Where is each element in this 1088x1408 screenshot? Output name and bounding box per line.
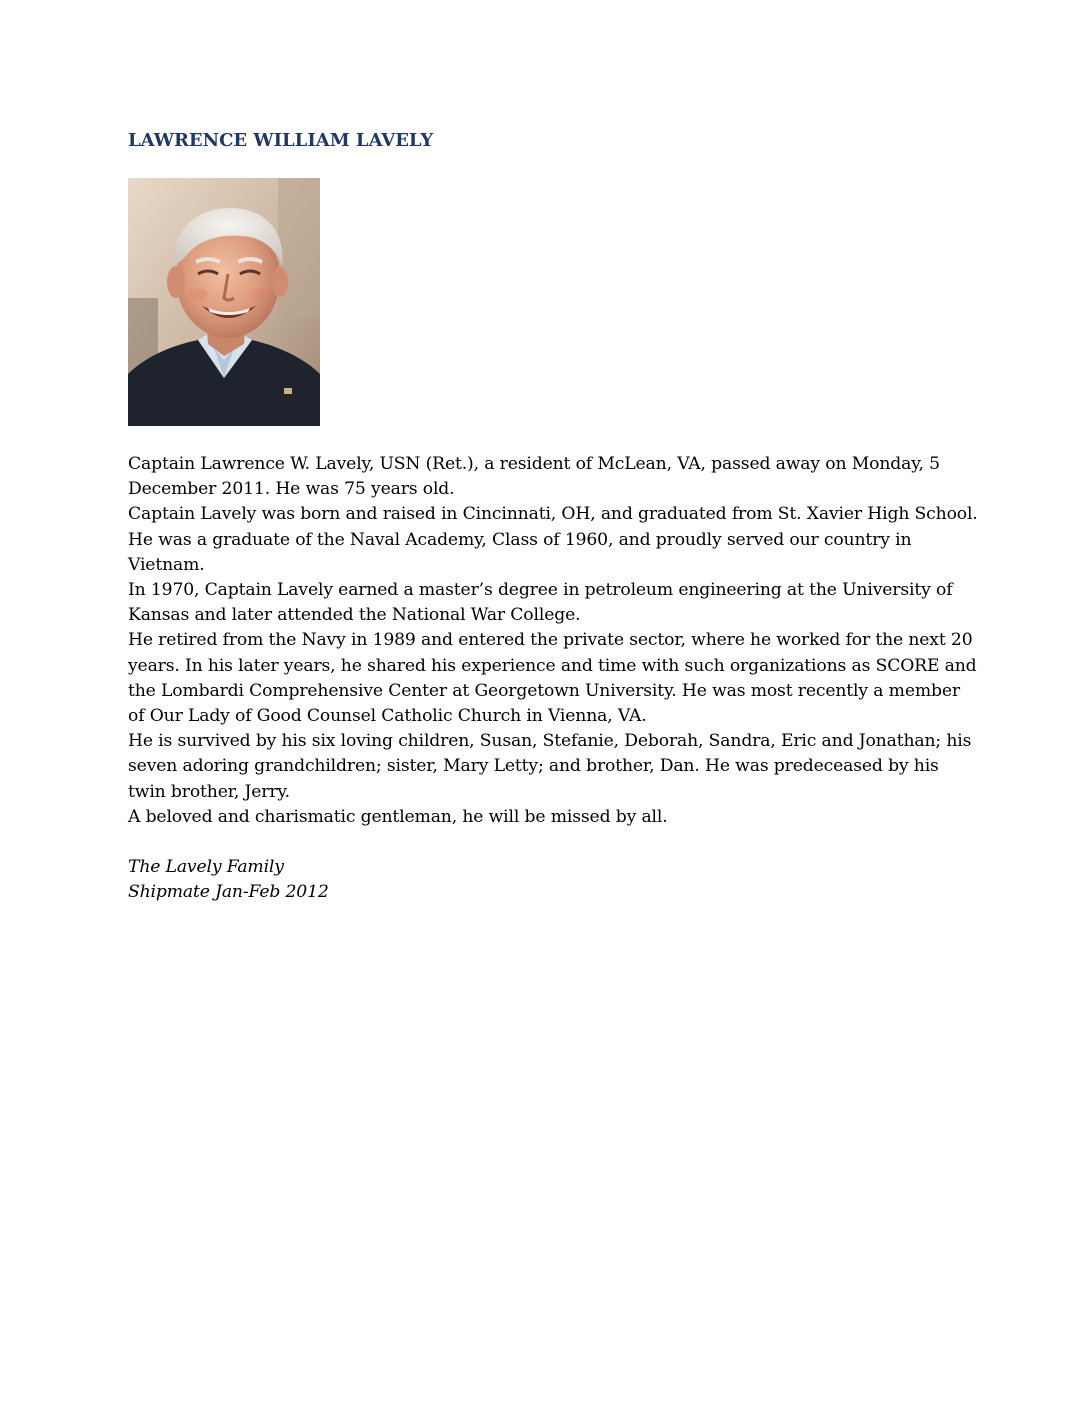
portrait-photo <box>128 178 320 426</box>
paragraph-career: He retired from the Navy in 1989 and entered the private sector, where he worked for the next 20 years. In his later years, he shared his experience and time with such organizations as SCORE and the Lombardi Comprehensive Center at Georgetown University. He was most recently a member of Our Lady of Good Counsel Catholic Church in Vienna, VA. <box>128 630 977 727</box>
paragraph-spacer <box>128 830 978 855</box>
signature-author: The Lavely Family <box>128 857 284 878</box>
signature-source: Shipmate Jan-Feb 2012 <box>128 882 329 903</box>
page-title: LAWRENCE WILLIAM LAVELY <box>128 130 434 151</box>
paragraph-survivors: He is survived by his six loving children, Susan, Stefanie, Deborah, Sandra, Eric and Jonathan; his seven adoring grandchildren; sister, Mary Letty; and brother, Dan. He was predeceased by his twin brother, Jerry. <box>128 731 972 802</box>
paragraph-closing: A beloved and charismatic gentleman, he will be missed by all. <box>128 806 668 827</box>
paragraph-education: In 1970, Captain Lavely earned a master’s degree in petroleum engineering at the University of Kansas and later attended the National War College. <box>128 580 953 626</box>
paragraph-death-notice: Captain Lawrence W. Lavely, USN (Ret.), a resident of McLean, VA, passed away on Monday, 5 December 2011. He was 75 years old. <box>128 454 940 500</box>
paragraph-early-life: Captain Lavely was born and raised in Cincinnati, OH, and graduated from St. Xavier High School. He was a graduate of the Naval Academy, Class of 1960, and proudly served our country in Vietnam. <box>128 504 978 575</box>
obituary-body <box>128 452 978 906</box>
